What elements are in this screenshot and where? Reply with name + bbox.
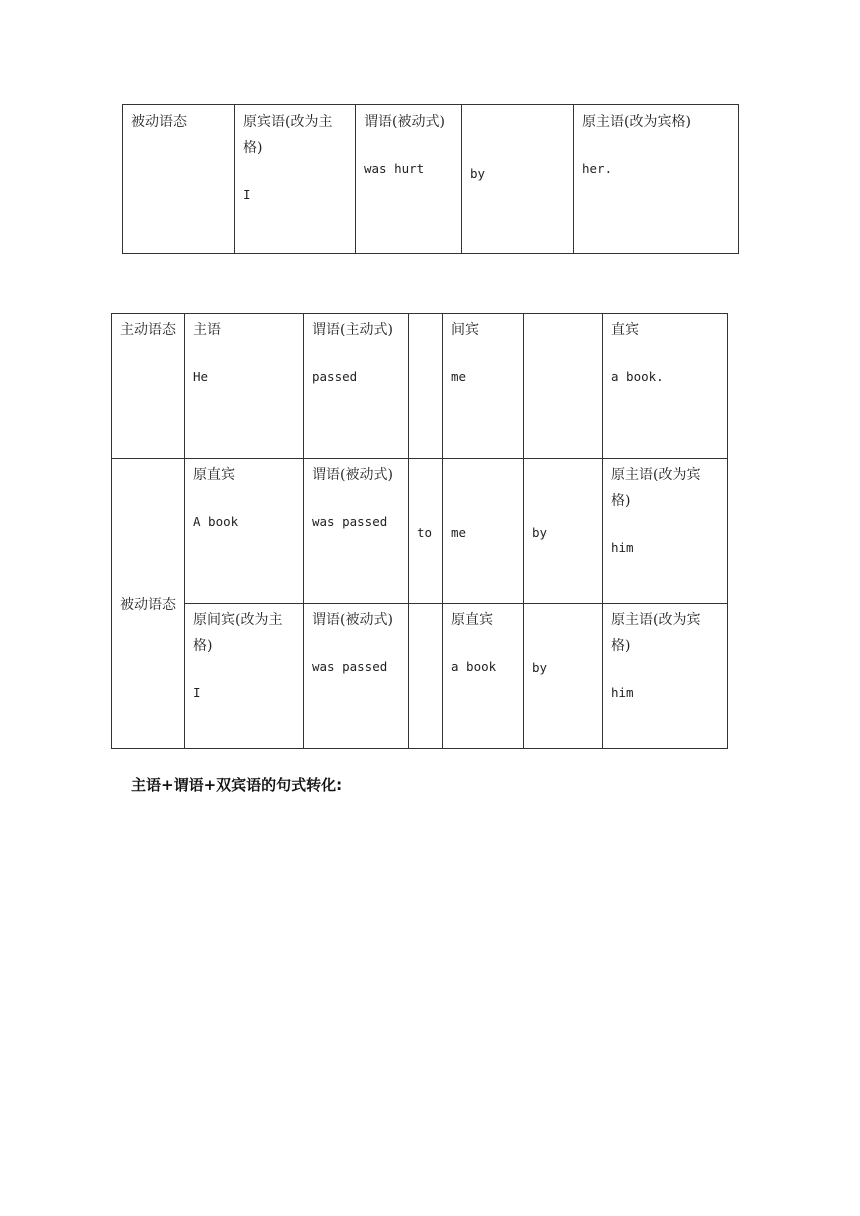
voice-label: 被动语态 xyxy=(131,114,187,130)
cell-heading: 谓语(被动式) xyxy=(312,467,393,483)
by-word: by xyxy=(470,166,486,181)
cell-heading: 间宾 xyxy=(451,322,479,338)
table-row xyxy=(112,459,728,604)
cell-heading: 原直宾 xyxy=(451,612,493,628)
table-cell xyxy=(443,314,524,459)
table-cell xyxy=(304,314,409,459)
cell-heading: 原直宾 xyxy=(193,467,235,483)
table-cell xyxy=(185,314,304,459)
table-cell xyxy=(112,459,185,749)
cell-value: was passed xyxy=(312,659,388,674)
table-cell xyxy=(574,105,739,254)
table-cell xyxy=(409,459,443,604)
table-cell xyxy=(304,604,409,749)
double-object-table xyxy=(111,313,728,749)
cell-heading: 谓语(被动式) xyxy=(312,612,393,628)
by-word: by xyxy=(532,524,548,540)
table-cell xyxy=(524,314,603,459)
table-cell xyxy=(524,459,603,604)
table-cell xyxy=(603,604,728,749)
table-row xyxy=(112,314,728,459)
cell-heading: 谓语(被动式) xyxy=(364,114,445,130)
voice-label: 主动语态 xyxy=(120,322,176,338)
cell-heading: 原主语(改为宾格) xyxy=(611,467,701,509)
cell-value: me xyxy=(451,524,467,540)
table-cell xyxy=(603,314,728,459)
table-cell xyxy=(235,105,356,254)
cell-value: him xyxy=(611,685,634,700)
cell-heading: 原主语(改为宾格) xyxy=(582,114,691,130)
voice-label: 被动语态 xyxy=(120,597,176,613)
cell-value: her. xyxy=(582,161,613,176)
cell-value: him xyxy=(611,540,634,555)
table-row xyxy=(123,105,739,254)
cell-value: a book xyxy=(451,659,497,674)
cell-heading: 主语 xyxy=(193,322,221,338)
table-cell xyxy=(409,604,443,749)
table-cell xyxy=(524,604,603,749)
table-cell xyxy=(185,604,304,749)
table-cell xyxy=(603,459,728,604)
table-cell xyxy=(123,105,235,254)
cell-heading: 原宾语(改为主格) xyxy=(243,114,333,156)
table-cell xyxy=(304,459,409,604)
table-cell xyxy=(185,459,304,604)
to-word: to xyxy=(417,524,433,540)
table-cell xyxy=(443,604,524,749)
table-cell xyxy=(409,314,443,459)
by-word: by xyxy=(532,659,548,675)
table-row xyxy=(112,604,728,749)
cell-value: He xyxy=(193,369,209,384)
cell-value: me xyxy=(451,369,467,384)
cell-value: was hurt xyxy=(364,161,425,176)
table-cell xyxy=(462,105,574,254)
cell-value: A book xyxy=(193,514,239,529)
cell-heading: 直宾 xyxy=(611,322,639,338)
cell-value: I xyxy=(193,685,201,700)
cell-heading: 谓语(主动式) xyxy=(312,322,393,338)
cell-value: passed xyxy=(312,369,358,384)
table-cell xyxy=(443,459,524,604)
cell-heading: 原间宾(改为主格) xyxy=(193,612,283,654)
cell-value: a book. xyxy=(611,369,664,384)
cell-value: I xyxy=(243,187,251,202)
section-heading: 主语+谓语+双宾语的句式转化: xyxy=(131,776,343,794)
table-cell xyxy=(112,314,185,459)
table-cell xyxy=(356,105,462,254)
cell-value: was passed xyxy=(312,514,388,529)
cell-heading: 原主语(改为宾格) xyxy=(611,612,701,654)
passive-table-1 xyxy=(122,104,739,254)
